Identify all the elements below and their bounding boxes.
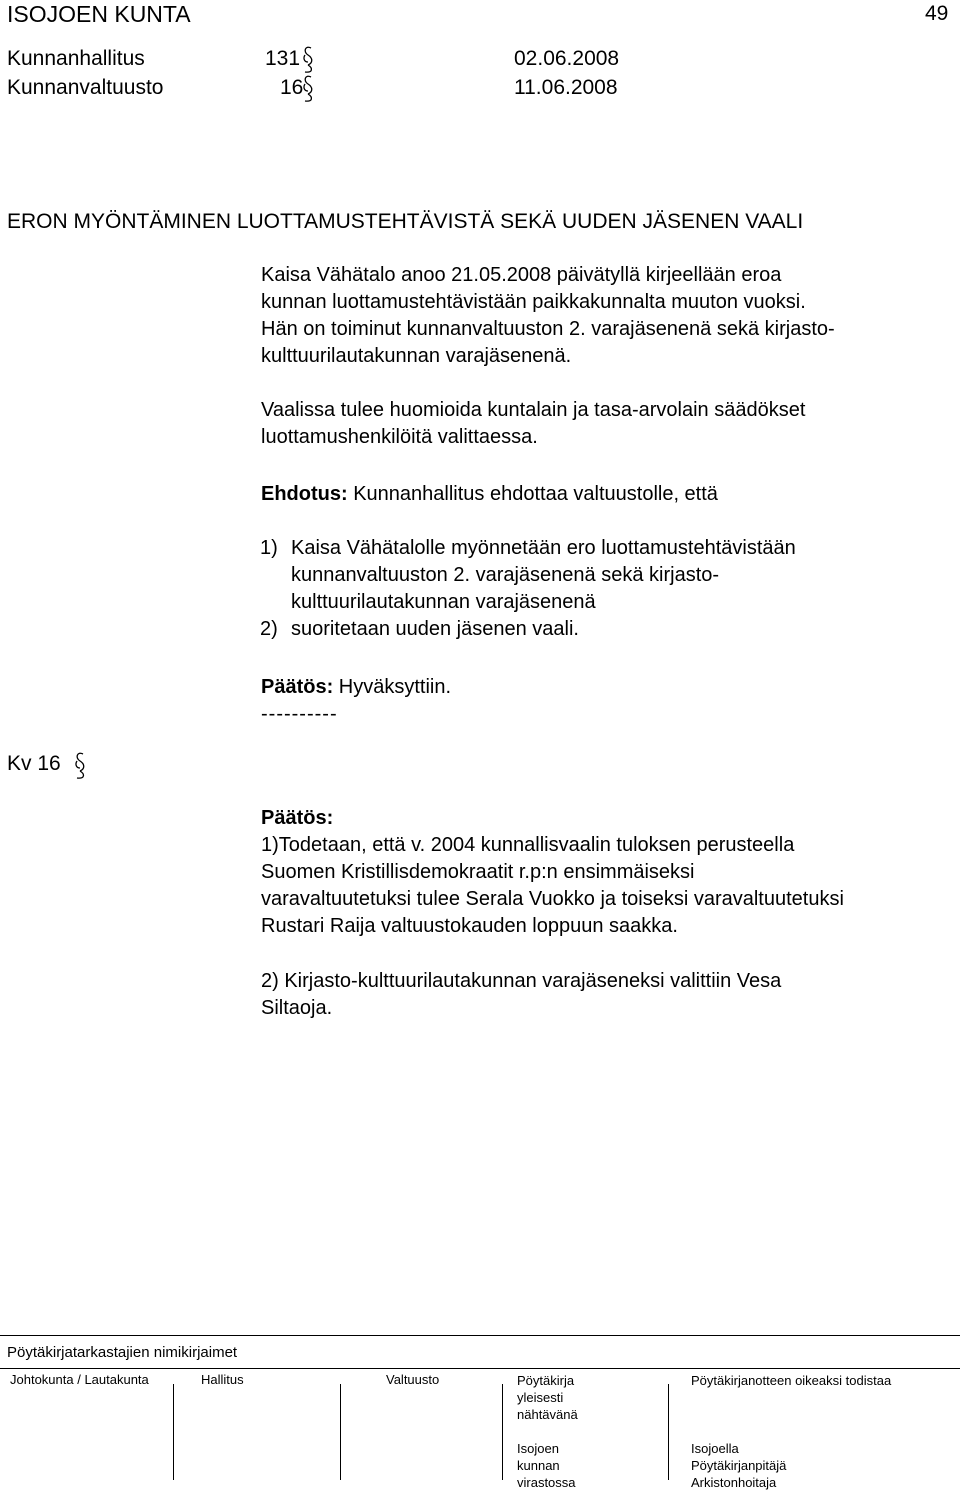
municipality-name: ISOJOEN KUNTA [7, 1, 191, 27]
text-line: Pöytäkirjanpitäjä [691, 1458, 787, 1473]
list-number: 2) [260, 618, 278, 640]
text-line: Suomen Kristillisdemokraatit r.p:n ensimmäiseksi [261, 861, 695, 883]
text-line: 2) Kirjasto-kulttuurilautakunnan varajäseneksi valittiin Vesa [261, 970, 782, 992]
text-line: suoritetaan uuden jäsenen vaali. [291, 618, 579, 640]
footer-col-board: Johtokunta / Lautakunta [10, 1372, 149, 1387]
meeting-body-1: Kunnanhallitus [7, 47, 145, 70]
text-line: 1)Todetaan, että v. 2004 kunnallisvaalin tuloksen perusteella [261, 834, 795, 856]
council-decision-2 [261, 968, 951, 1022]
council-section-label: Kv 16 [7, 752, 61, 775]
list-number: 1) [260, 537, 278, 559]
text-line: kulttuurilautakunnan varajäsenenä. [261, 345, 572, 367]
text-line: luottamushenkilöitä valittaessa. [261, 426, 538, 448]
footer-title: Pöytäkirjatarkastajien nimikirjaimet [7, 1344, 238, 1361]
text-line: Siltaoja. [261, 997, 333, 1019]
footer-col-government: Hallitus [201, 1372, 244, 1387]
proposal-list [261, 535, 951, 643]
proposal-line [261, 481, 951, 508]
proposal-text: Kunnanhallitus ehdottaa valtuustolle, että [347, 483, 718, 505]
footer-column-divider [502, 1384, 503, 1480]
decision-text: Hyväksyttiin. [333, 676, 452, 698]
list-item [261, 535, 951, 616]
footer-column-divider [668, 1384, 669, 1480]
meeting-body-2: Kunnanvaltuusto [7, 76, 164, 99]
council-decision [261, 805, 951, 940]
page-number: 49 [925, 2, 949, 25]
text-line: Isojoen [517, 1441, 559, 1456]
text-line [517, 1423, 578, 1440]
footer-top-rule [0, 1335, 960, 1336]
text-line: Rustari Raija valtuustokauden loppuun saakka. [261, 915, 678, 937]
text-line: Isojoella [691, 1441, 739, 1456]
footer-col-council: Valtuusto [386, 1372, 440, 1387]
footer-divider [0, 1368, 960, 1369]
footer-column-divider [340, 1384, 341, 1480]
law-note-paragraph [261, 397, 951, 451]
text-line: Arkistonhoitaja [691, 1475, 777, 1490]
decision-line [261, 674, 951, 728]
footer-column-divider [173, 1384, 174, 1480]
list-item [261, 616, 951, 643]
text-line: yleisesti [517, 1390, 564, 1405]
text-line: Hän on toiminut kunnanvaltuuston 2. varajäsenenä sekä kirjasto- [261, 318, 835, 340]
intro-paragraph [261, 262, 951, 370]
text-line: kulttuurilautakunnan varajäsenenä [291, 591, 596, 613]
text-line: Vaalissa tulee huomioida kuntalain ja tasa-arvolain säädökset [261, 399, 806, 421]
text-line: Pöytäkirjanotteen oikeaksi todistaa [691, 1373, 892, 1388]
text-line: kunnan luottamustehtävistään paikkakunnalta muuton vuoksi. [261, 291, 806, 313]
section-sign-icon [301, 73, 315, 105]
footer-col-publication [517, 1372, 578, 1491]
text-line: varavaltuutetuksi tulee Serala Vuokko ja toiseksi varavaltuutetuksi [261, 888, 844, 910]
decision-label: Päätös: [261, 676, 334, 698]
section-sign-icon [73, 750, 87, 782]
text-line: kunnan [517, 1458, 560, 1473]
footer-col-certification [691, 1372, 891, 1491]
agenda-heading: ERON MYÖNTÄMINEN LUOTTAMUSTEHTÄVISTÄ SEKÄ UUDEN JÄSENEN VAALI [7, 210, 804, 233]
text-line: kunnanvaltuuston 2. varajäsenenä sekä kirjasto- [291, 564, 720, 586]
decision-label: Päätös: [261, 807, 334, 829]
separator-dashes: ---------- [261, 703, 338, 725]
section-number-1: 131 [265, 47, 301, 70]
meeting-date-1: 02.06.2008 [514, 47, 620, 70]
text-line: nähtävänä [517, 1407, 578, 1422]
text-line: Kaisa Vähätalo anoo 21.05.2008 päivätyllä kirjeellään eroa [261, 264, 782, 286]
proposal-label: Ehdotus: [261, 483, 348, 505]
meeting-date-2: 11.06.2008 [514, 76, 618, 99]
section-number-2: 16 [280, 76, 304, 99]
text-line: Pöytäkirja [517, 1373, 575, 1388]
text-line: Kaisa Vähätalolle myönnetään ero luottamustehtävistään [291, 537, 796, 559]
section-sign-icon [301, 44, 315, 76]
text-line: virastossa [517, 1475, 576, 1490]
